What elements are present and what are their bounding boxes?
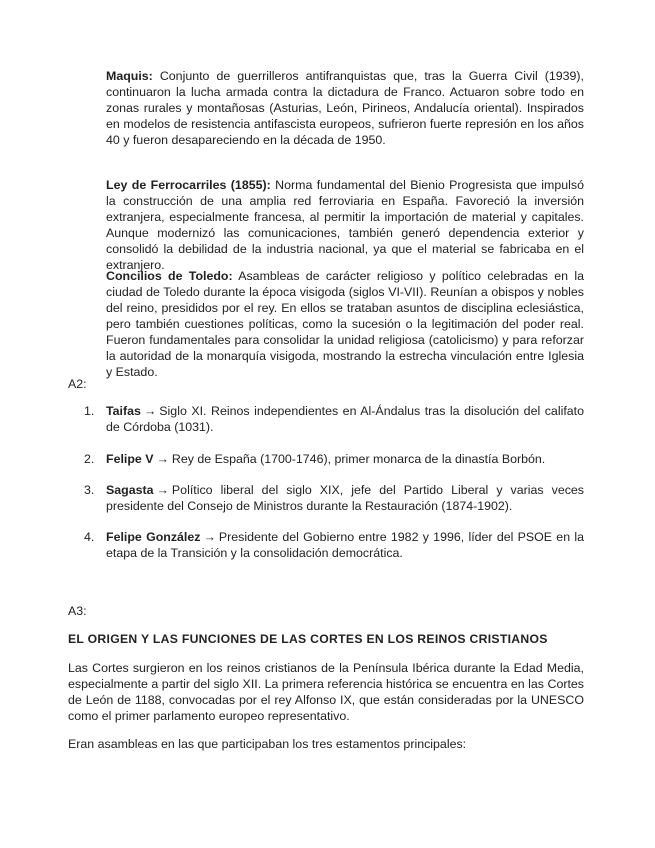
definition-term: Ley de Ferrocarriles (1855): xyxy=(106,178,271,192)
definition-term: Concilios de Toledo: xyxy=(106,269,233,283)
a2-list-3 xyxy=(84,482,584,514)
list-item-text: Siglo XI. Reinos independientes en Al-Ándalus tras la disolución del califato de Córdoba (1031). xyxy=(106,404,584,434)
definition-text: Asambleas de carácter religioso y político celebradas en la ciudad de Toledo durante la época visigoda (siglos VI-VII). Reunían a obispos y nobles del reino, presididos por el rey. En ellos se trataban asuntos de disciplina eclesiástica, pero también cuestiones políticas, como la sucesión o la legitimación del poder real. Fueron fundamentales para consolidar la unidad religiosa (catolicismo) y para reforzar la autoridad de la monarquía visigoda, mostrando la estrecha vinculación entre Iglesia y Estado. xyxy=(106,269,584,379)
list-item-name: Felipe V xyxy=(106,452,154,466)
arrow-icon: → xyxy=(143,404,157,418)
section-label-a2: A2: xyxy=(68,377,87,391)
list-item xyxy=(84,529,584,561)
list-number: 2. xyxy=(84,452,95,466)
section-label-a3: A3: xyxy=(68,604,87,618)
paragraph: Eran asambleas en las que participaban los tres estamentos principales: xyxy=(68,737,467,751)
a2-list xyxy=(84,403,584,435)
arrow-icon: → xyxy=(156,452,169,466)
a2-list-2 xyxy=(84,451,584,467)
list-item-text: Rey de España (1700-1746), primer monarca de la dinastía Borbón. xyxy=(171,452,546,466)
definition-ley-ferrocarriles xyxy=(106,177,584,273)
list-number: 4. xyxy=(84,530,95,544)
a2-list-4 xyxy=(84,529,584,561)
list-item xyxy=(84,482,584,514)
list-number: 3. xyxy=(84,483,95,497)
list-item xyxy=(84,403,584,435)
definition-term: Maquis: xyxy=(106,69,153,83)
section-heading: EL ORIGEN Y LAS FUNCIONES DE LAS CORTES EN LOS REINOS CRISTIANOS xyxy=(68,632,548,646)
definition-maquis xyxy=(106,68,584,148)
list-item-text: Presidente del Gobierno entre 1982 y 1996, líder del PSOE en la etapa de la Transición y la consolidación democrática. xyxy=(106,530,584,560)
list-item-name: Sagasta xyxy=(106,483,154,497)
list-item-text: Político liberal del siglo XIX, jefe del Partido Liberal y varias veces presidente del Consejo de Ministros durante la Restauración (1874-1902). xyxy=(106,483,584,513)
list-number: 1. xyxy=(84,404,95,418)
list-item-name: Felipe González xyxy=(106,530,201,544)
paragraph: Las Cortes surgieron en los reinos cristianos de la Península Ibérica durante la Edad Media, especialmente a partir del siglo XII. La primera referencia histórica se encuentra en las Cortes de León de 1188, convocadas por el rey Alfonso IX, que están consideradas por la UNESCO como el primer parlamento europeo representativo. xyxy=(68,661,584,723)
arrow-icon: → xyxy=(203,530,216,544)
definition-concilios-toledo xyxy=(106,268,584,380)
list-item-name: Taifas xyxy=(106,404,141,418)
arrow-icon: → xyxy=(156,483,169,497)
list-item xyxy=(84,451,584,467)
definition-text: Conjunto de guerrilleros antifranquistas que, tras la Guerra Civil (1939), continuaron la lucha armada contra la dictadura de Franco. Actuaron sobre todo en zonas rurales y montañosas (Asturias, León, Pirineos, Andalucía oriental). Inspirados en modelos de resistencia antifascista europeos, sufrieron fuerte represión en los años 40 y fueron desapareciendo en la década de 1950. xyxy=(106,69,584,147)
definition-text: Norma fundamental del Bienio Progresista que impulsó la construcción de una amplia red ferroviaria en España. Favoreció la inversión extranjera, especialmente francesa, al permitir la importación de material y capitales. Aunque modernizó las comunicaciones, también generó dependencia exterior y consolidó la debilidad de la industria nacional, ya que el material se fabricaba en el extranjero. xyxy=(106,178,585,272)
